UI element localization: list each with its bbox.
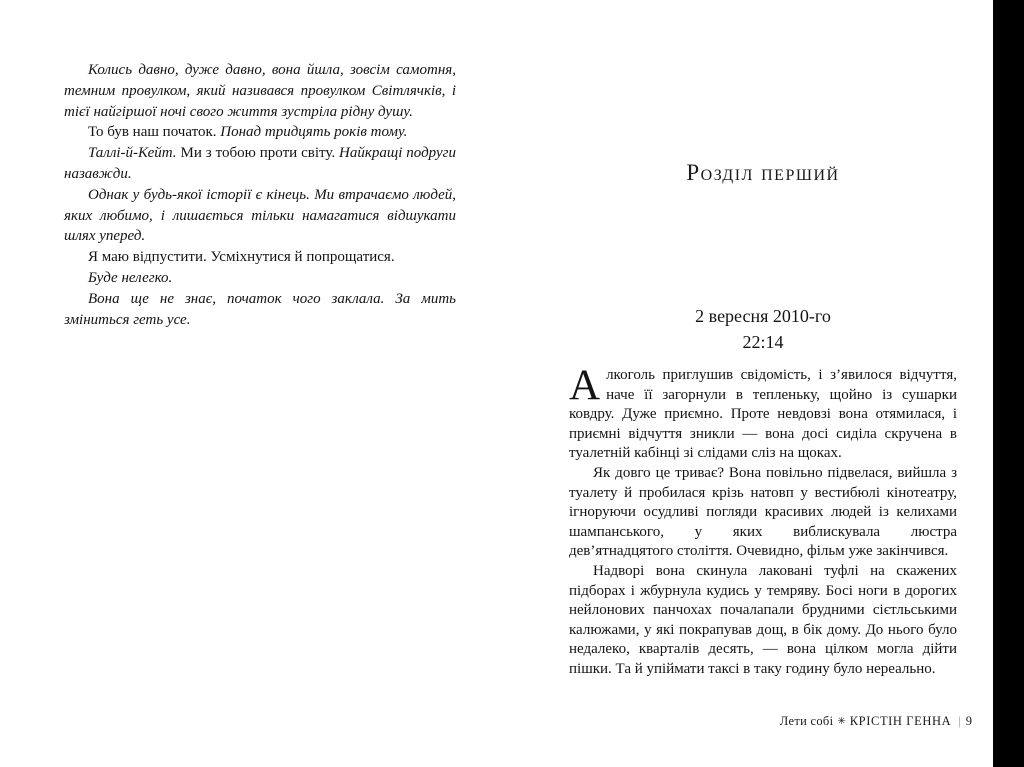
prologue-paragraph: Буде нелегко. — [88, 269, 173, 286]
chapter-time: 22:14 — [742, 332, 784, 352]
right-page — [569, 0, 957, 767]
prologue-paragraph: Колись давно, дуже давно, вона йшла, зовсім самотня, темним провулком, який називався провулком Світлячків, і тієї найгіршої ночі свого життя зустріла рідну душу. — [64, 62, 456, 120]
footer-divider: | — [958, 714, 961, 728]
prologue-paragraph: Однак у будь-якої історії є кінець. Ми втрачаємо людей, яких любимо, і лишається тільки намагатися відшукати шлях уперед. — [64, 186, 456, 245]
prologue-paragraph: То був наш початок. Понад тридцять років тому. — [88, 124, 408, 141]
chapter-title: Розділ перший — [686, 160, 840, 185]
page-footer — [780, 714, 972, 729]
drop-cap: А — [569, 362, 601, 409]
body-paragraph: Як довго це триває? Вона повільно підвелася, вийшла з туалету й пробилася крізь натовп у вестибюлі кінотеатру, ігноруючи осудливі погляди красивих людей із келихами шампанського, у яких виблискувала люстра дев’ятнадцятого століття. Очевидно, фільм уже закінчився. — [569, 464, 957, 560]
prologue-text — [64, 60, 456, 330]
left-page — [64, 60, 456, 330]
body-paragraph: Надворі вона скинула лаковані туфлі на скажених підборах і жбурнула кудись у темряву. Босі ноги в дорогих нейлонових панчохах почалапали брудними сієтльськими калюжами, у які покрапував дощ, в бік дому. До нього було недалеко, кварталів десять, — вона цілком могла дійти пішки. Та й упіймати таксі в таку годину було нереально. — [569, 562, 957, 677]
screen-edge-bar — [993, 0, 1024, 767]
prologue-paragraph: Таллі-й-Кейт. Ми з тобою проти світу. Найкращі подруги назавжди. — [64, 145, 456, 182]
dropcap-paragraph — [569, 362, 957, 464]
chapter-datetime — [569, 303, 957, 355]
dropcap-paragraph-text: лкоголь приглушив свідомість, і з’явилося відчуття, наче її загорнули в тепленьку, щойно із сушарки ковдру. Дуже приємно. Проте невдовзі вона отямилася, і приємні відчуття зникли — вона досі сиділа скручена в туалетній кабінці зі слідами сліз на щоках. — [569, 367, 957, 462]
asterisk-ornament-icon: ✳ — [837, 716, 846, 727]
page-number: 9 — [965, 714, 972, 728]
chapter-body — [569, 362, 957, 680]
chapter-date: 2 вересня 2010-го — [695, 306, 831, 326]
footer-book-title: Лети собі — [779, 714, 834, 728]
prologue-paragraph: Вона ще не знає, початок чого заклала. За мить зміниться геть усе. — [64, 290, 456, 328]
prologue-paragraph: Я маю відпустити. Усміхнутися й попрощатися. — [88, 249, 395, 266]
footer-author: КРІСТІН ГЕННА — [849, 714, 952, 728]
chapter-paragraphs — [569, 464, 957, 680]
